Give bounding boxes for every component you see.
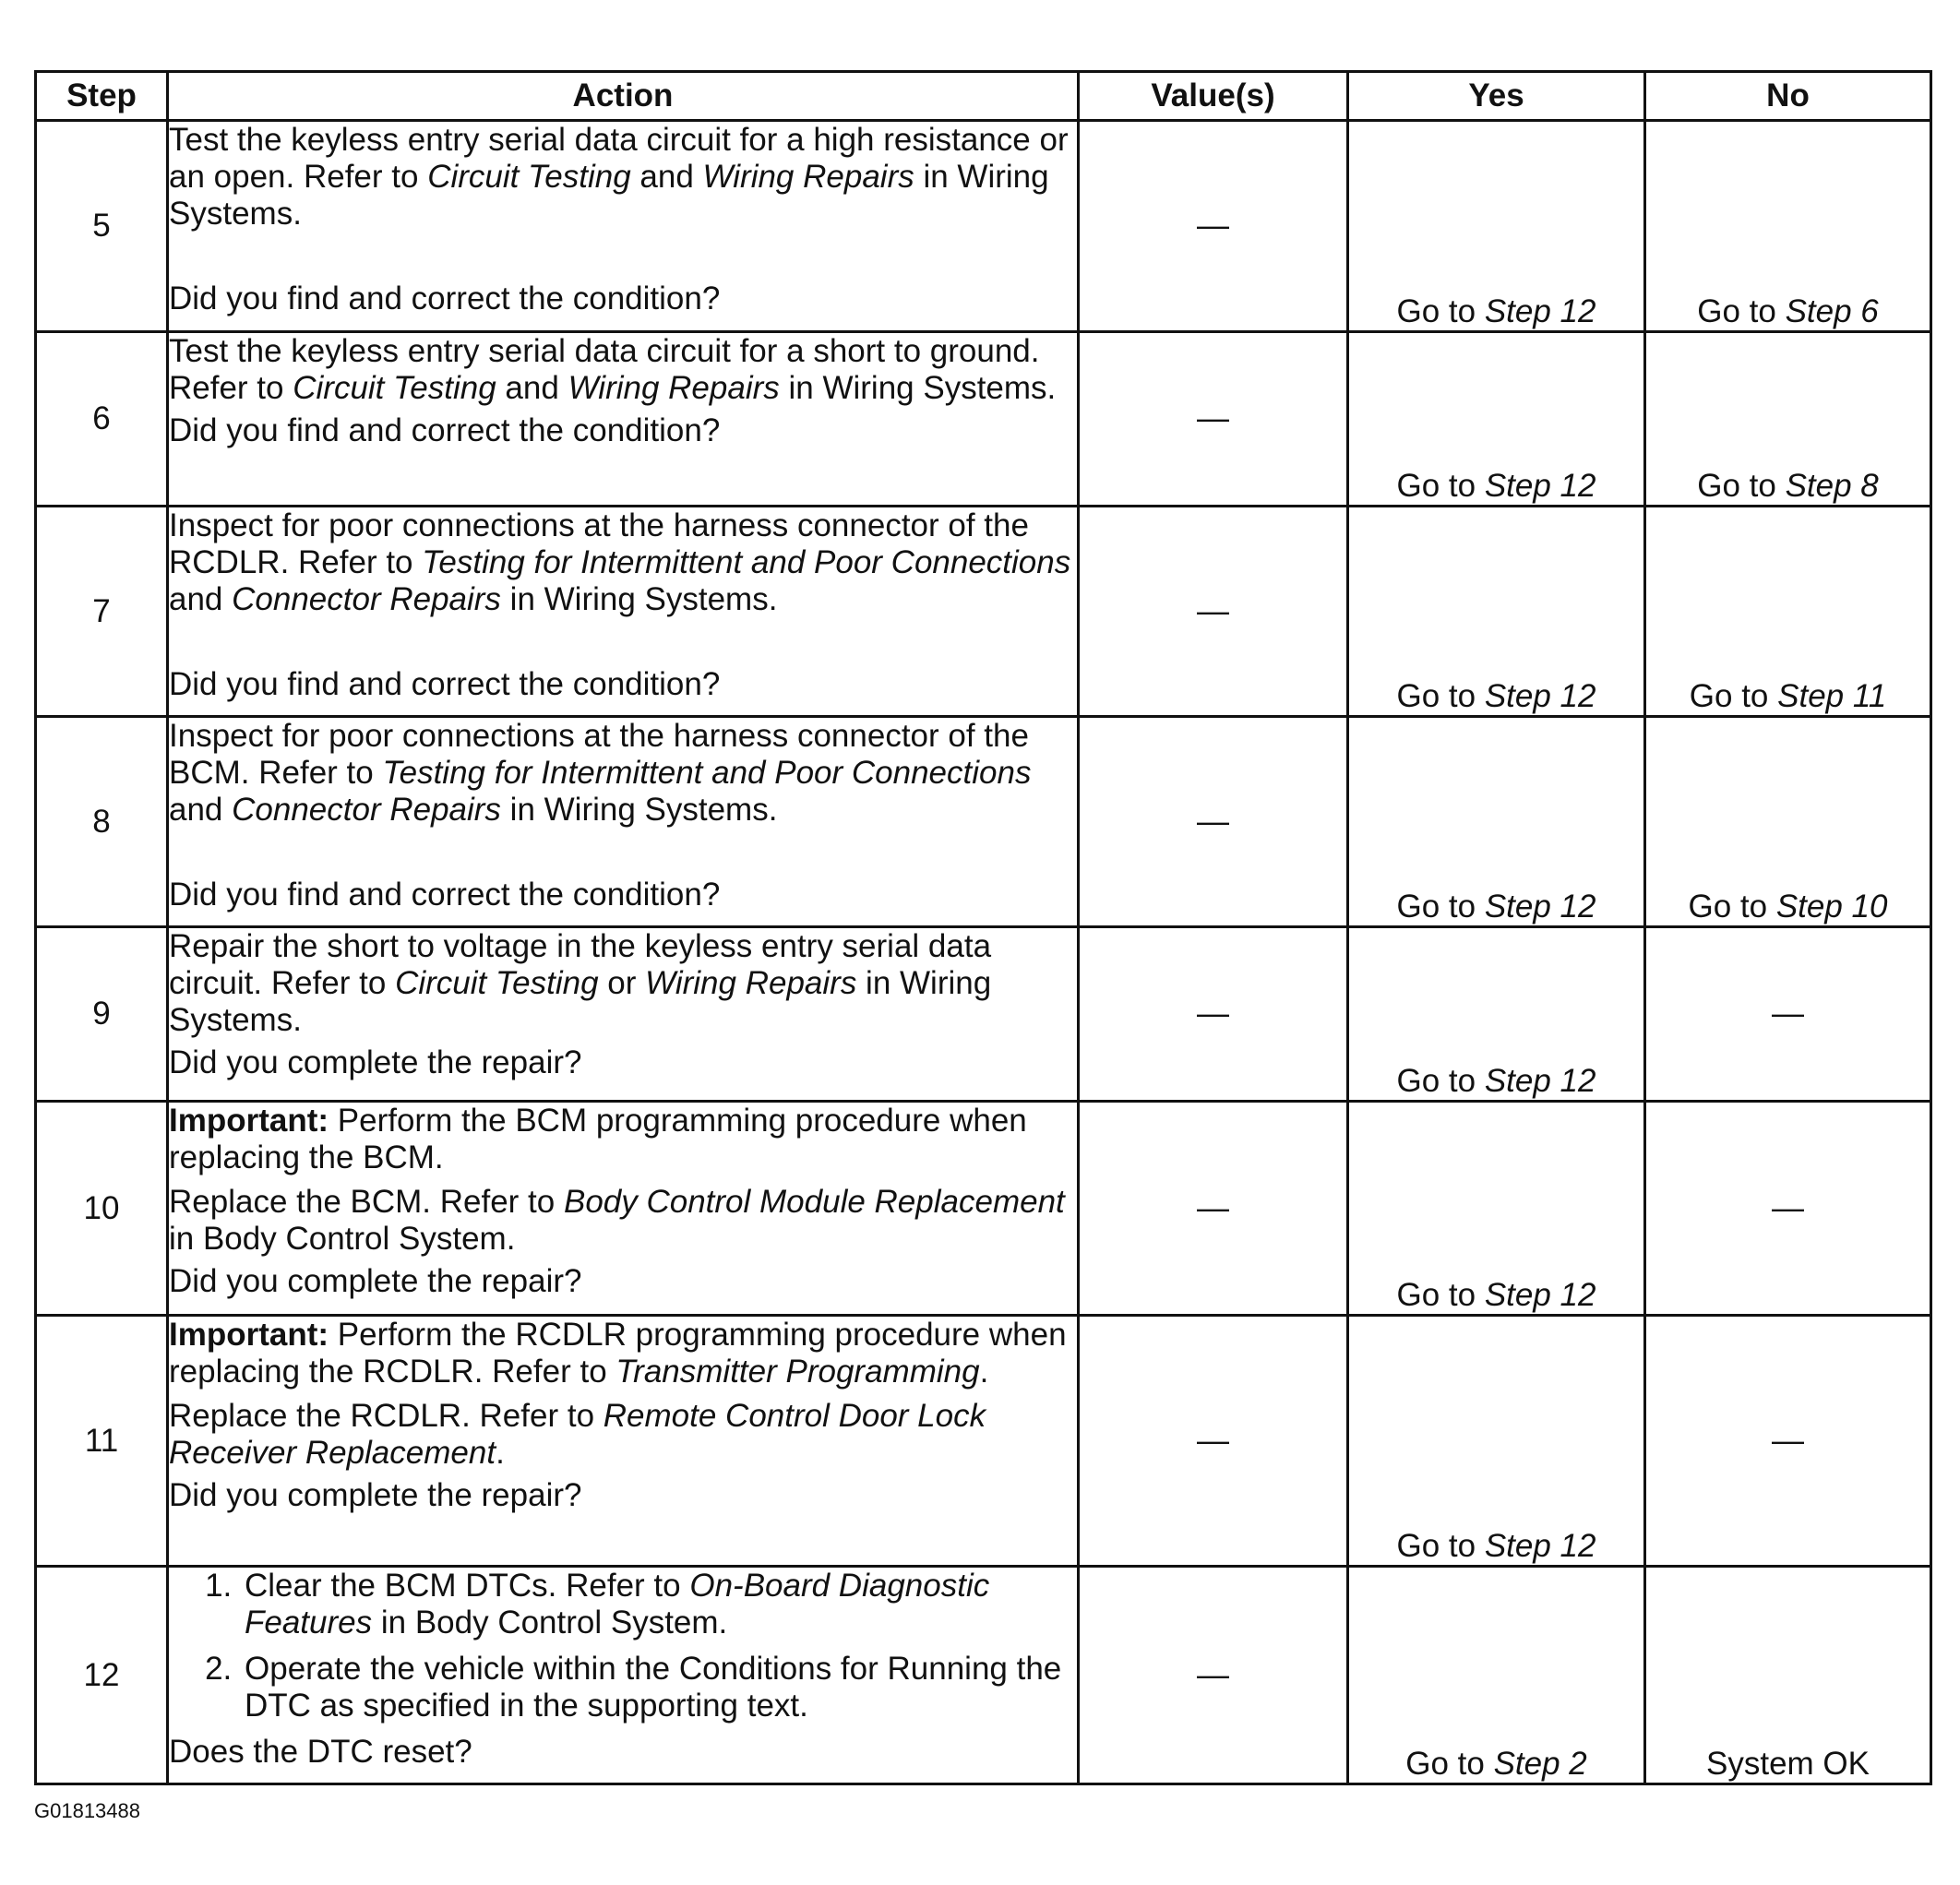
action-cell [168,332,1079,507]
yes-prefix: Go to [1396,889,1485,925]
reference-link: Connector Repairs [232,581,501,617]
table-row [36,927,1931,1102]
yes-step-ref: Step 12 [1484,293,1596,329]
action-question: Did you complete the repair? [169,1263,582,1299]
action-cell [168,1102,1079,1316]
important-note [169,1317,1077,1390]
header-row [36,72,1931,121]
text-run: Replace the BCM. Refer to [169,1184,564,1220]
text-run: Inspect for poor connections at the harness connector of the BCM. Refer to [169,718,1029,791]
yes-step-ref: Step 12 [1484,678,1596,714]
yes-prefix: Go to [1396,1063,1485,1099]
table-row [36,121,1931,332]
table-row [36,1316,1931,1567]
action-text [169,718,1077,829]
text-run: in Wiring Systems. [169,965,992,1038]
action-question: Did you find and correct the condition? [169,280,721,316]
yes-prefix: Go to [1396,293,1485,329]
figure-id: G01813488 [34,1799,140,1822]
no-prefix: Go to [1697,293,1786,329]
action-cell [168,507,1079,717]
text-run: and [496,370,568,406]
step-number: 8 [36,717,168,927]
value-cell: — [1079,507,1348,717]
header-yes: Yes [1348,72,1645,121]
reference-link: Wiring Repairs [645,965,857,1001]
text-run: Test the keyless entry serial data circuit for a high resistance or an open. Refer to [169,122,1069,195]
value-cell: — [1079,332,1348,507]
no-prefix: Go to [1689,678,1778,714]
yes-step-ref: Step 12 [1484,1277,1596,1313]
value-cell: — [1079,717,1348,927]
yes-cell [1348,1316,1645,1567]
diagnostic-table [34,70,1932,1785]
no-step-ref: Step 6 [1785,293,1879,329]
yes-prefix: Go to [1405,1746,1494,1782]
action-question: Does the DTC reset? [169,1734,472,1770]
action-question: Did you find and correct the condition? [169,877,721,913]
no-cell [1645,717,1931,927]
step-number: 10 [36,1102,168,1316]
yes-cell [1348,927,1645,1102]
diagnostic-table-page [34,70,1930,1785]
text-run: in Wiring Systems. [500,581,778,617]
text-run: . [979,1354,989,1390]
reference-link: Circuit Testing [395,965,599,1001]
text-run: and [169,792,233,828]
reference-link: Remote Control Door Lock Receiver Replacement [169,1398,986,1471]
header-no: No [1645,72,1931,121]
reference-link: Transmitter Programming [615,1354,980,1390]
action-cell [168,1567,1079,1784]
action-text [169,122,1077,233]
text-run: and [630,159,703,195]
step-number: 9 [36,927,168,1102]
yes-cell [1348,1567,1645,1784]
no-step-ref: Step 10 [1775,889,1888,925]
table-row [36,332,1931,507]
yes-step-ref: Step 12 [1484,1063,1596,1099]
table-row [36,1567,1931,1784]
action-text [169,507,1077,618]
text-run: in Body Control System. [169,1221,516,1257]
important-label: Important: [169,1103,329,1139]
yes-step-ref: Step 12 [1484,889,1596,925]
no-step-ref: Step 11 [1777,678,1887,714]
action-text [169,1398,1077,1472]
text-run: Clear the BCM DTCs. Refer to [245,1568,690,1604]
no-prefix: Go to [1697,468,1786,504]
reference-link: Body Control Module Replacement [563,1184,1065,1220]
no-prefix: Go to [1688,889,1776,925]
value-cell: — [1079,121,1348,332]
reference-link: Wiring Repairs [702,159,914,195]
yes-prefix: Go to [1396,1277,1485,1313]
header-action: Action [168,72,1079,121]
text-run: in Wiring Systems. [779,370,1057,406]
yes-prefix: Go to [1396,1528,1485,1564]
value-cell: — [1079,1316,1348,1567]
yes-cell [1348,507,1645,717]
text-run: . [496,1435,505,1471]
text-run: in Wiring Systems. [169,159,1049,232]
text-run: and [169,581,233,617]
text-run: Perform the RCDLR programming procedure when replacing the RCDLR. Refer to [169,1317,1067,1390]
yes-step-ref: Step 2 [1493,1746,1587,1782]
action-cell [168,121,1079,332]
no-cell: — [1645,927,1931,1102]
no-cell: System OK [1645,1567,1931,1784]
text-run: Repair the short to voltage in the keyless entry serial data circuit. Refer to [169,928,992,1001]
action-cell [168,927,1079,1102]
text-run: Test the keyless entry serial data circuit for a short to ground. Refer to [169,333,1040,406]
reference-link: Circuit Testing [427,159,631,195]
step-number: 11 [36,1316,168,1567]
value-cell: — [1079,927,1348,1102]
yes-step-ref: Step 12 [1484,468,1596,504]
text-run: Replace the RCDLR. Refer to [169,1398,604,1434]
action-question: Did you complete the repair? [169,1477,582,1513]
text-run: in Wiring Systems. [500,792,778,828]
no-cell [1645,332,1931,507]
step-number: 5 [36,121,168,332]
reference-link: Testing for Intermittent and Poor Connections [382,755,1032,791]
action-cell [168,717,1079,927]
yes-cell [1348,121,1645,332]
action-question: Did you find and correct the condition? [169,666,721,702]
no-cell: — [1645,1316,1931,1567]
action-question: Did you find and correct the condition? [169,412,721,448]
header-values: Value(s) [1079,72,1348,121]
yes-prefix: Go to [1396,468,1485,504]
action-text [169,1184,1077,1258]
text-run: in Body Control System. [372,1605,728,1640]
reference-link: Testing for Intermittent and Poor Connections [422,544,1071,580]
action-text [169,928,1077,1039]
substep-list [169,1568,1077,1724]
value-cell: — [1079,1102,1348,1316]
step-number: 6 [36,332,168,507]
reference-link: Circuit Testing [293,370,496,406]
yes-cell [1348,332,1645,507]
yes-cell [1348,1102,1645,1316]
text-run: Operate the vehicle within the Conditions for Running the DTC as specified in the supporting text. [245,1651,1062,1724]
important-label: Important: [169,1317,329,1353]
substep-item [241,1651,1077,1724]
table-row [36,507,1931,717]
no-cell [1645,121,1931,332]
table-row [36,717,1931,927]
no-cell: — [1645,1102,1931,1316]
no-step-ref: Step 8 [1785,468,1879,504]
action-text [169,333,1077,407]
yes-step-ref: Step 12 [1484,1528,1596,1564]
reference-link: Wiring Repairs [568,370,780,406]
no-cell [1645,507,1931,717]
value-cell: — [1079,1567,1348,1784]
text-run: or [598,965,646,1001]
yes-cell [1348,717,1645,927]
header-step: Step [36,72,168,121]
reference-link: On-Board Diagnostic Features [245,1568,990,1640]
important-note [169,1103,1077,1176]
step-number: 7 [36,507,168,717]
text-run: Perform the BCM programming procedure when replacing the BCM. [169,1103,1027,1175]
reference-link: Connector Repairs [232,792,501,828]
action-question: Did you complete the repair? [169,1044,582,1080]
substep-item [241,1568,1077,1641]
text-run: Inspect for poor connections at the harness connector of the RCDLR. Refer to [169,507,1029,580]
table-row [36,1102,1931,1316]
step-number: 12 [36,1567,168,1784]
yes-prefix: Go to [1396,678,1485,714]
action-cell [168,1316,1079,1567]
